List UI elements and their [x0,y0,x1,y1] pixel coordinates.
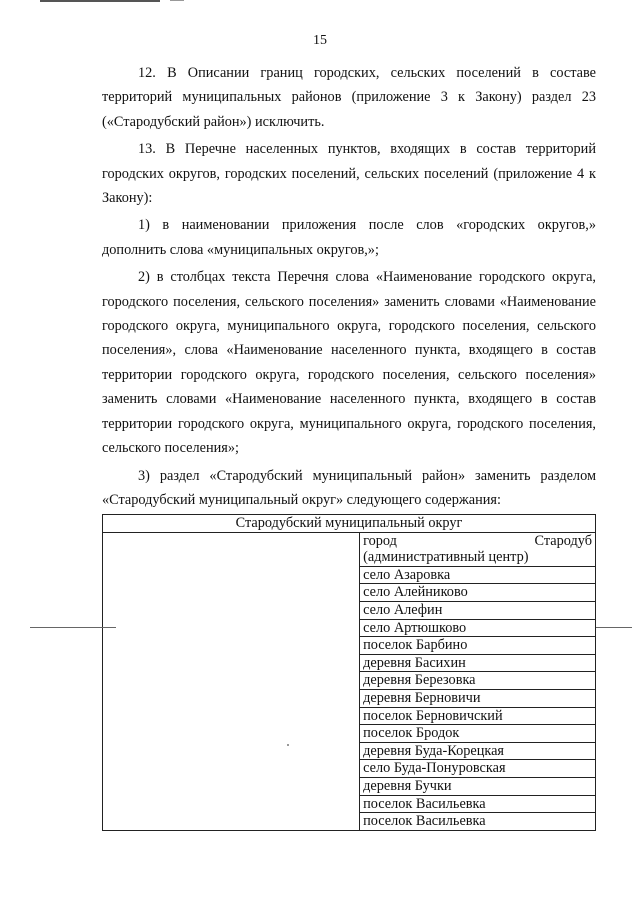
settlement-cell: деревня Березовка [360,672,596,690]
scan-top-mark-small [170,0,184,1]
settlement-cell: поселок Барбино [360,637,596,655]
settlement-cell: деревня Берновичи [360,689,596,707]
settlements-table [102,514,596,831]
paragraph-13: 13. В Перечне населенных пунктов, входящих в состав территорий городских округов, городских поселений, сельских поселений (приложение 4 к Закону): [102,141,596,207]
page-number: 15 [313,33,327,48]
district-name-cell [103,532,360,830]
admin-center-line [363,533,592,550]
settlement-cell: поселок Берновичский [360,707,596,725]
settlement-cell: поселок Бродок [360,725,596,743]
scan-speck [287,744,289,746]
paragraph-12: 12. В Описании границ городских, сельских поселений в составе территорий муниципальных районов (приложение 3 к Закону) раздел 23 («Стародубский район») исключить. [102,65,596,130]
settlement-cell: село Алефин [360,601,596,619]
settlement-cell: село Азаровка [360,566,596,584]
settlement-name: Стародуб [534,532,592,549]
paragraph-13-2: 2) в столбцах текста Перечня слова «Наименование городского округа, городского поселения, сельского поселения» заменить словами «Наименование городского округа, муниципального округа, городского поселения, сельского поселения», слова «Наименование населенного пункта, входящего в состав территории городского округа, городского поселения, сельского поселения» заменить словами «Наименование населенного пункта, входящего в состав территории городского округа, муниципального округа, городского поселения, сельского поселения»; [102,269,596,457]
table-header: Стародубский муниципальный округ [103,515,596,533]
scan-fold-line-left [30,627,116,628]
scan-fold-line-right [596,627,632,628]
settlement-cell: деревня Басихин [360,654,596,672]
table-row [103,532,596,566]
settlement-cell: село Буда-Понуровская [360,760,596,778]
paragraph-13-1: 1) в наименовании приложения после слов «городских округов,» дополнить слова «муниципальных округов,»; [102,217,596,258]
settlement-cell: деревня Буда-Корецкая [360,742,596,760]
document-body [102,61,596,512]
settlement-cell: деревня Бучки [360,777,596,795]
settlement-cell-center [360,532,596,566]
settlement-cell: поселок Васильевка [360,795,596,813]
table-header-row [103,515,596,533]
table-body [103,532,596,830]
settlement-cell: село Артюшково [360,619,596,637]
scan-top-mark [40,0,160,2]
settlement-cell: поселок Васильевка [360,813,596,831]
settlement-cell: село Алейниково [360,584,596,602]
admin-center-note: (административный центр) [363,549,529,566]
paragraph-13-3: 3) раздел «Стародубский муниципальный район» заменить разделом «Стародубский муниципальный округ» следующего содержания: [102,467,596,508]
settlement-type: город [363,532,397,549]
